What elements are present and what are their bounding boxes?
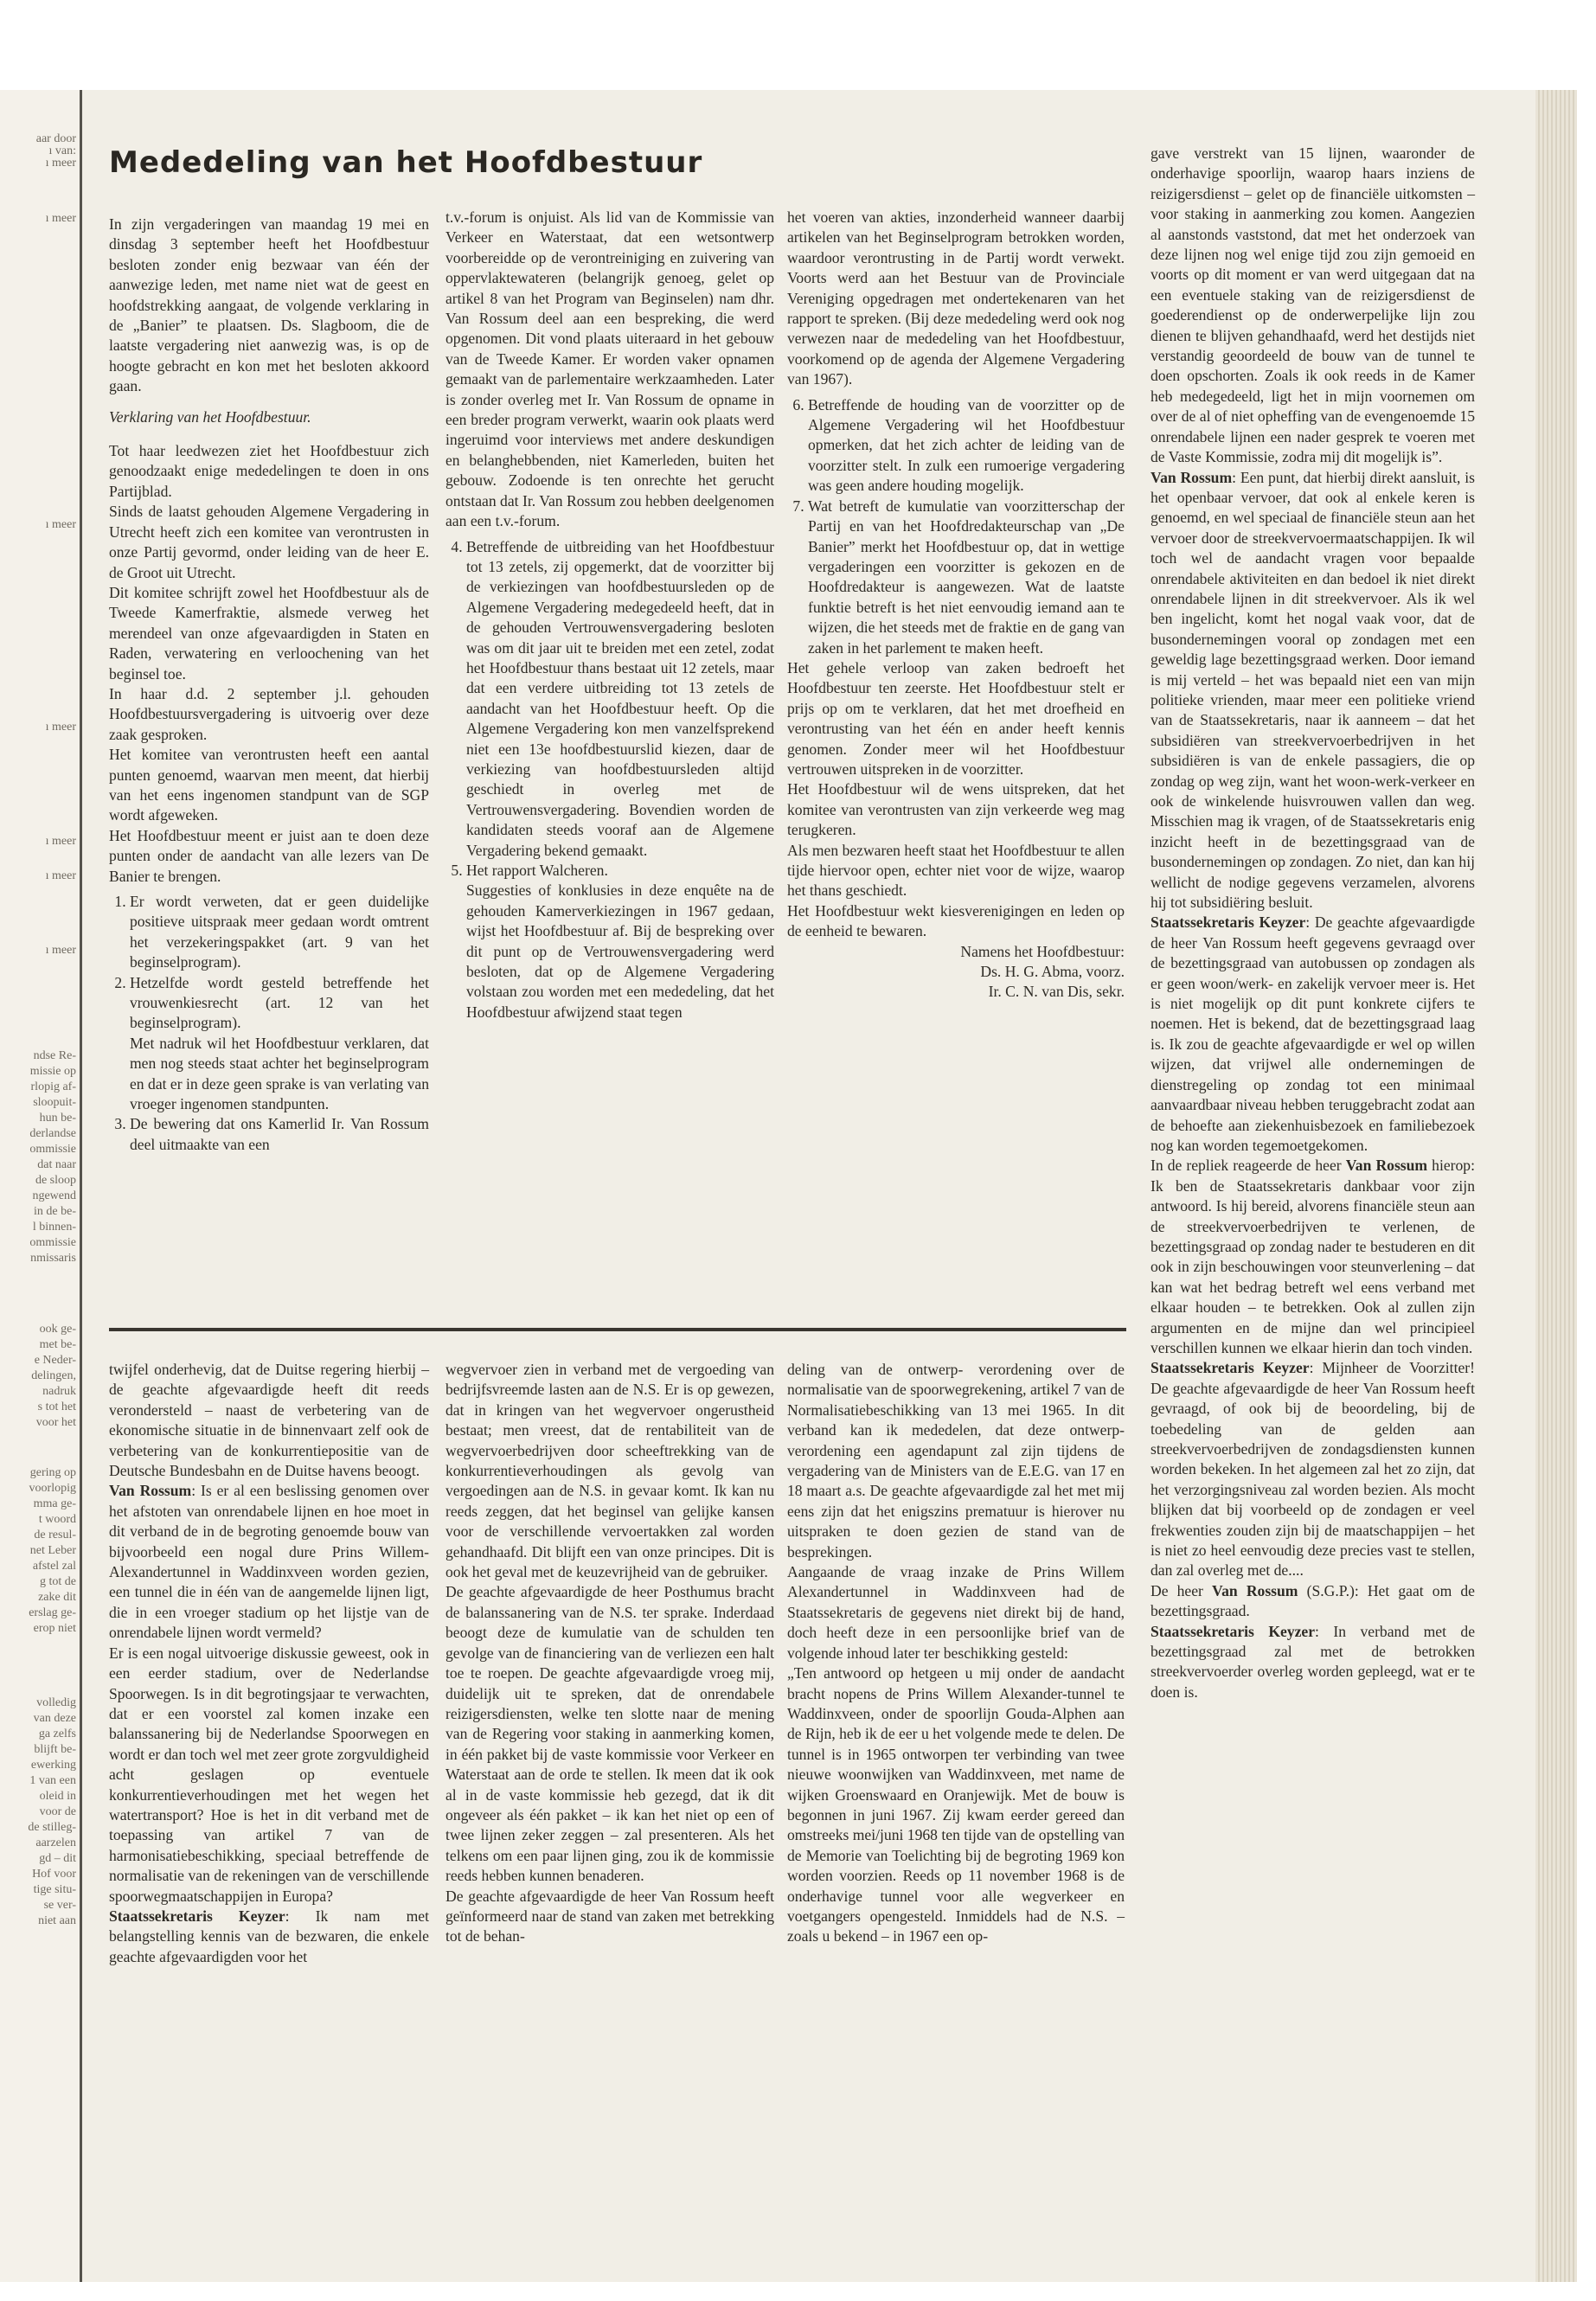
speaker-name: Van Rossum <box>109 1482 192 1500</box>
margin-text-fragment: delingen, <box>31 1369 76 1382</box>
bottom-column-2 <box>445 1360 774 1947</box>
margin-text-fragment: gd – dit <box>39 1852 76 1865</box>
paragraph: het voeren van akties, inzonderheid wanneer daarbij artikelen van het Beginselprogram betrokken worden, waardoor verontrusting in de Partij wordt verwekt. Voorts werd aan het Bestuur van de Provinciale Vereniging opgedragen met ondertekenaren van het rapport te spreken. (Bij deze mededeling werd ook nog verwezen naar de mededeling van het Hoofdbestuur, voorkomend op de agenda der Algemene Vergadering van 1967). <box>787 208 1125 388</box>
speech-text: (S.G.P.): Het gaat om de bezettingsgraad. <box>1151 1581 1475 1620</box>
speaker-name: Van Rossum <box>1212 1581 1298 1599</box>
margin-text-fragment: ga zelfs <box>38 1727 76 1740</box>
margin-text-fragment: ı meer <box>45 212 76 225</box>
margin-text-fragment: volledig <box>36 1696 76 1709</box>
bottom-column-3 <box>787 1360 1125 1947</box>
paragraph: In haar d.d. 2 september j.l. gehouden Hoofdbestuursvergadering is uitvoerig over deze zaak gesproken. <box>109 684 429 743</box>
speaker-name: Van Rossum <box>1345 1157 1428 1175</box>
margin-text-fragment: s tot het <box>37 1400 76 1413</box>
margin-text-fragment: gering op <box>29 1466 76 1479</box>
margin-text-fragment: van deze <box>33 1712 76 1725</box>
paragraph: Het Hoofdbestuur wekt kiesverenigingen en leden op de eenheid te bewaren. <box>787 901 1125 940</box>
speech-text: hierop: Ik ben de Staatssekretaris dankbaar voor zijn antwoord. Is hij bereid, alvorens financiële steun aan de streekvervoerbedrijven te verlenen, de bezettingsgraad op zondag nader te bestuderen en dit ook in zijn beschouwingen voor steunverlening – dat kan wat het bedrag betreft wel eens verband met elkaar houden – te betrekken. Ook al zullen zijn argumenten en de mijne dan wel principieel verschillen kunnen we elkaar hierin dan toch vinden. <box>1151 1157 1475 1356</box>
speech-text: : Ik nam met belangstelling kennis van de bezwaren, die enkele geachte afgevaardigden voor het <box>109 1907 430 1965</box>
left-page-margin <box>0 90 80 2282</box>
speech-text: : Mijnheer de Voorzitter! De geachte afgevaardigde de heer Van Rossum heeft gevraagd, of ook bij de beoordeling, bij de toebedeling van de gelden aan streekvervoerbedrijven de zondagsdiensten kunnen worden bekeken. In het algemeen zal het zo zijn, dat het verzorgingsniveau zal worden bezien. Als mocht blijken dat bij voorbeeld op de zondagen er veel frekwenties zouden zijn bij de maatschappijen – het is niet zo heel eenvoudig deze precies vast te stellen, dan zal overleg met de.... <box>1151 1359 1475 1580</box>
speaker-name: Staatssekretaris Keyzer <box>1151 1359 1310 1377</box>
paragraph: Als men bezwaren heeft staat het Hoofdbestuur te allen tijde hiervoor open, echter niet voor de wijze, waarop het thans geschiedt. <box>787 841 1125 900</box>
speech <box>1151 913 1475 1156</box>
article-title: Mededeling van het Hoofdbestuur <box>109 145 703 180</box>
margin-text-fragment: 1 van een <box>29 1774 76 1787</box>
margin-text-fragment: voor de <box>39 1805 76 1818</box>
paragraph: Het Hoofdbestuur wil de wens uitspreken, dat het komitee van verontrusten van zijn verkeerde weg mag terugkeren. <box>787 780 1125 839</box>
list-item-text: Het rapport Walcheren. <box>466 862 608 879</box>
margin-text-fragment: Hof voor <box>32 1868 76 1881</box>
paragraph: Het gehele verloop van zaken bedroeft het Hoofdbestuur ten zeerste. Het Hoofdbestuur stelt er prijs op om te verklaren, dat het met droefheid en verontrusting van het één en ander heeft kennis genomen. Zonder meer wil het Hoofdbestuur vertrouwen uitspreken in de voorzitter. <box>787 658 1125 778</box>
speaker-name: Staatssekretaris Keyzer <box>109 1907 285 1925</box>
margin-text-fragment: oleid in <box>39 1790 76 1803</box>
margin-text-fragment: g tot de <box>40 1575 76 1588</box>
margin-text-fragment: rlopig af- <box>30 1080 76 1093</box>
right-column <box>1151 144 1475 1702</box>
margin-text-fragment: ook ge- <box>39 1323 76 1336</box>
paragraph: Het Hoofdbestuur meent er juist aan te doen deze punten onder de aandacht van alle lezers van De Banier te brengen. <box>109 826 429 885</box>
margin-text-fragment: ngewend <box>32 1189 76 1202</box>
margin-text-fragment: dat naar <box>37 1158 76 1171</box>
margin-text-fragment: e Neder- <box>34 1354 76 1367</box>
letter-quote: „Ten antwoord op hetgeen u mij onder de aandacht bracht nopens de Prins Willem Alexander-tunnel te Waddinxveen, onder de spoorlijn Gouda-Alphen aan de Rijn, heb ik de eer u het volgende mede te delen. De tunnel is in 1965 ontworpen ter verbinding van twee nieuwe woonwijken van Waddinxveen, met name de wijken Groenswaard en Oranjewijk. Met de bouw is begonnen in juni 1967. Zij kwam eerder gereed dan omstreeks mei/juni 1968 ten tijde van de opstelling van de Memorie van Toelichting bij de begroting 1969 kon worden voorzien. Reeds op 11 november 1968 is de onderhavige tunnel voor alle wegverkeer en voetgangers opengesteld. Inmiddels had de N.S. – zoals u bekend – in 1967 een op- <box>787 1664 1125 1945</box>
margin-text-fragment: erop niet <box>33 1622 76 1635</box>
margin-text-fragment: mma ge- <box>33 1497 76 1510</box>
list-item-continued: Met nadruk wil het Hoofdbestuur verklaren, dat men nog steeds staat achter het beginselprogram en dat er in deze geen sprake is van verlating van vroeger ingenomen standpunten. <box>130 1034 429 1113</box>
list-item: 7. Wat betreft de kumulatie van voorzitterschap der Partij en van het Hoofdredakteurschap van „De Banier” merkt het Hoofdbestuur op, dat in wettige vergaderingen een voorzitter is gekozen en de Hoofdredakteur is aangewezen. Wat de laatste funktie betreft is het niet eenvoudig iemand aan te wijzen, die het steeds met de fraktie en de gang van zaken in het parlement te maken heeft. <box>808 497 1125 658</box>
paragraph: Tot haar leedwezen ziet het Hoofdbestuur zich genoodzaakt enige mededelingen te doen in ons Partijblad. <box>109 442 429 500</box>
margin-text-fragment: sloopuit- <box>33 1096 76 1109</box>
list-item <box>466 861 774 1022</box>
declaration-heading: Verklaring van het Hoofdbestuur. <box>109 407 311 426</box>
list-item: 6. Betreffende de houding van de voorzitter op de Algemene Vergadering wil het Hoofdbestuur opmerken, dat het zich achter de leiding van de voorzitter stelt. In zulk een rumoerige vergadering was geen andere houding mogelijk. <box>808 395 1125 497</box>
margin-text-fragment: niet aan <box>38 1914 76 1927</box>
speech <box>1151 468 1475 913</box>
margin-text-fragment: ı meer <box>45 157 76 170</box>
paragraph: gave verstrekt van 15 lijnen, waaronder de onderhavige spoorlijn, waarop haars inziens de reizigersdienst – gelet op de financiële uitkomsten – voor staking in aanmerking zou komen. Aangezien al aanstonds vaststond, dat met het onderzoek van deze lijnen nog wel enige tijd zou zijn gemoeid en voorts op dit moment er van werd uitgegaan dat na een eventuele staking van de reizigersdienst de goederendienst op de onderwerpelijke lijn zou dienen te blijven gehandhaafd, werd het destijds niet verstandig geoordeeld de bouw van de tunnel te doen opschorten. Zoals ik ook reeds in de Kamer heb medegedeeld, ligt het in mijn voornemen om over de al of niet opheffing van de evengenoemde 15 onrendabele lijnen een nader gesprek te voeren met de Vaste Kommissie, zodra mij dit mogelijk is”. <box>1151 144 1475 466</box>
list-item: 3. De bewering dat ons Kamerlid Ir. Van Rossum deel uitmaakte van een <box>130 1114 429 1155</box>
top-column-1 <box>109 215 429 1155</box>
bottom-column-1 <box>109 1360 429 1967</box>
signature-line: Ds. H. G. Abma, voorz. <box>980 963 1125 981</box>
paragraph: De geachte afgevaardigde de heer Posthumus bracht de balanssanering van de N.S. ter sprake. Inderdaad beoogt deze de kumulatie van de schulden ten gevolge van de financiering van de verliezen een halt toe te roepen. De geachte afgevaardigde vroeg mij, duidelijk uit te spreken, dat de onrendabele reizigersdiensten, welke ten slotte naar de mening van de Regering voor staking in aanmerking komen, in één pakket bij de vaste kommissie voor Verkeer en Waterstaat aan de orde te stellen. Ik meen dat ik ook al in de vaste kommissie heb gezegd, dat ik dit ongeveer als één pakket – ik kan het niet op een of twee lijnen zeker zeggen – zal presenteren. Als het telkens om een paar lijnen ging, zou ik de kommissie reeds hebben kunnen benaderen. <box>445 1583 774 1885</box>
page-stack-edge <box>1535 90 1577 2282</box>
margin-text-fragment: se ver- <box>43 1899 76 1912</box>
speech <box>109 1481 429 1643</box>
margin-text-fragment: ı meer <box>45 869 76 882</box>
paragraph: Dit komitee schrijft zowel het Hoofdbestuur als de Tweede Kamerfraktie, alsmede verweg het merendeel van onze afgevaardigden in Staten en Raden, verwatering en verloochening van het beginsel toe. <box>109 583 429 683</box>
speech <box>1151 1581 1475 1622</box>
speaker-name: Staatssekretaris Keyzer <box>1151 1622 1316 1640</box>
speech-text: De heer <box>1151 1581 1213 1599</box>
paragraph: Het komitee van verontrusten heeft een aantal punten genoemd, waarvan men meent, dat hierbij van het eens ingenomen standpunt van de SGP wordt afgeweken. <box>109 746 429 824</box>
speech-text: : De geachte afgevaardigde de heer Van Rossum heeft gegevens gevraagd over de bezettingsgraad van autobussen op zondagen als er geen woon/werk- en zakelijk vervoer meer is. Het is niet mogelijk op dit punt konkrete cijfers te noemen. Het is bekend, dat de bezettingsgraad laag is. Ik zou de geachte afgevaardigde er wel op willen wijzen, dat vrijwel alle ondernemingen de dienstregeling op zondag tot een minimaal aanvaardbaar niveau hebben teruggebracht zodat aan de behoefte aan ziekenhuisbezoek en familiebezoek nog kan worden tegemoetgekomen. <box>1151 913 1476 1154</box>
speech-text: : Is er al een beslissing genomen over het afstoten van onrendabele lijnen en hoe moet in dit verband de in de begroting genoemde bouw van bijvoorbeeld een nogal dure Prins Willem-Alexandertunnel in Waddinxveen worden gezien, een tunnel die in één van de aangemelde lijnen ligt, die in een vroeger stadium op het lijstje van de onrendabele lijnen wordt vermeld? <box>109 1482 429 1642</box>
margin-text-fragment: ı meer <box>45 944 76 957</box>
speaker-name: Staatssekretaris Keyzer <box>1151 913 1306 932</box>
list-item <box>130 973 429 1115</box>
margin-text-fragment: ı meer <box>45 835 76 848</box>
margin-text-fragment: de sloop <box>35 1174 76 1187</box>
margin-text-fragment: l binnen- <box>32 1221 76 1234</box>
margin-text-fragment: in de be- <box>34 1205 76 1218</box>
margin-text-fragment: voor het <box>35 1416 76 1429</box>
margin-text-fragment: nmissaris <box>30 1252 76 1265</box>
margin-text-fragment: net Leber <box>29 1544 76 1557</box>
list-item-continued: Suggesties of konklusies in deze enquête na de gehouden Kamerverkiezingen in 1967 gedaan, wijst het Hoofdbestuur af. Bij de bespreking over dit punt op de Vertrouwensvergadering werd besloten, dat op de Algemene Vergadering volstaan zou worden met een mededeling, dat het Hoofdbestuur afwijzend staat tegen <box>466 881 774 1021</box>
list-item: 1. Er wordt verweten, dat er geen duidelijke positieve uitspraak meer gedaan wordt omtrent het verzekeringspakket (art. 9 van het beginselprogram). <box>130 892 429 973</box>
margin-text-fragment: voorlopig <box>29 1482 76 1495</box>
list-item-text: Hetzelfde wordt gesteld betreffende het vrouwenkiesrecht (art. 12 van het beginselprogram). <box>130 973 429 1032</box>
speech <box>1151 1156 1475 1358</box>
margin-text-fragment: ommissie <box>29 1143 76 1156</box>
margin-text-fragment: ommissie <box>29 1236 76 1249</box>
margin-text-fragment: afstel zal <box>32 1560 76 1573</box>
paragraph: twijfel onderhevig, dat de Duitse regering hierbij – de geachte afgevaardigde heeft dit reeds verondersteld – naast de verbetering van de ekonomische situatie in de binnenvaart zelf ook de verbetering van de konkurrentiepositie van de Deutsche Bundesbahn en de Duitse havens beoogt. <box>109 1361 429 1480</box>
paragraph: wegvervoer zien in verband met de vergoeding van bedrijfsvreemde lasten aan de N.S. Er is op gewezen, dat in kringen van het wegvervoer ongerustheid bestaat; men vreest, dat de rentabiliteit van de wegvervoerbedrijven door scheeftrekking van de konkurrentieverhoudingen als gevolg van vergoedingen aan de N.S. in gevaar komt. Ik kan nu reeds zeggen, dat het beginsel van gelijke kansen voor de verschillende vervoertakken zal worden gehandhaafd. Dit blijft een van onze principes. Dit is ook het geval met de keuzevrijheid van de gebruiker. <box>445 1361 774 1581</box>
margin-text-fragment: blijft be- <box>34 1743 76 1756</box>
margin-text-fragment: aarzelen <box>35 1836 76 1849</box>
margin-text-fragment: ı meer <box>45 518 76 531</box>
margin-text-fragment: hun be- <box>39 1112 76 1125</box>
intro-paragraph: In zijn vergaderingen van maandag 19 mei en dinsdag 3 september heeft het Hoofdbestuur besloten zonder enig bezwaar van één der aanwezige leden, met name niet wat de geest en hoofdstrekking aangaat, de volgende verklaring in de „Banier” te plaatsen. Ds. Slagboom, die de laatste vergadering niet aanwezig was, is op de hoogte gebracht en kon met het besloten akkoord gaan. <box>109 215 429 395</box>
section-divider <box>109 1328 1126 1331</box>
paragraph: De geachte afgevaardigde de heer Van Rossum heeft geïnformeerd naar de stand van zaken met betrekking tot de behan- <box>445 1887 774 1945</box>
margin-text-fragment: erslag ge- <box>29 1606 76 1619</box>
margin-text-fragment: met be- <box>39 1338 76 1351</box>
speech <box>1151 1358 1475 1580</box>
signature-line: Namens het Hoofdbestuur: <box>960 942 1125 960</box>
margin-text-fragment: missie op <box>29 1065 76 1078</box>
signature-line: Ir. C. N. van Dis, sekr. <box>988 983 1125 1001</box>
margin-text-fragment: ı meer <box>45 721 76 734</box>
paragraph: Sinds de laatst gehouden Algemene Vergadering in Utrecht heeft zich een komitee van verontrusten in onze Partij gevormd, onder leiding van de heer E. de Groot uit Utrecht. <box>109 503 429 581</box>
margin-text-fragment: derlandse <box>29 1127 76 1140</box>
margin-text-fragment: zake dit <box>38 1591 76 1604</box>
margin-text-fragment: ı van: <box>48 144 76 157</box>
speaker-name: Van Rossum <box>1151 468 1233 486</box>
paragraph: t.v.-forum is onjuist. Als lid van de Kommissie van Verkeer en Waterstaat, dat een wetsontwerp voorbereidde op de verontreiniging en zuivering van oppervlaktewateren (belangrijk genoeg, gelet op artikel 8 van het Program van Beginselen) nam dhr. Van Rossum deel aan een bespreking, die werd opgenomen. Dit vond plaats uiteraard in het gebouw van de Tweede Kamer. Er worden vaker opnamen gemaakt van de parlementaire werkzaamheden. Later is zonder overleg met Ir. Van Rossum de opname in een breder program verwerkt, waarin ook plaats werd ingeruimd voor interviews met andere deskundigen en belanghebbenden, niet Kamerleden, buiten het gebouw. Zodoende is ten onrechte het gerucht ontstaan dat Ir. Van Rossum zou hebben deelgenomen aan een t.v.-forum. <box>445 208 774 530</box>
list-item: 4. Betreffende de uitbreiding van het Hoofdbestuur tot 13 zetels, zij opgemerkt, dat de voorzitter bij de verkiezingen van hoofdbestuursleden op de Algemene Vergadering medegedeeld heeft, dat in de gehouden Vertrouwensvergadering besloten was om dit jaar uit te breiden met een zetel, zodat het Hoofdbestuur thans bestaat uit 12 zetels, maar dat een verdere uitbreiding tot 13 zetels de aandacht van het Hoofdbestuur heeft. Op die Algemene Vergadering kon men vanzelfsprekend niet een 13e hoofdbestuurslid kiezen, daar de verkiezing van hoofdbestuursleden altijd geschiedt in overleg met de Vertrouwensvergadering. Bovendien worden de kandidaten steeds vooraf aan de Algemene Vergadering bekend gemaakt. <box>466 537 774 862</box>
top-column-2 <box>445 208 774 1022</box>
paragraph: deling van de ontwerp- verordening over de normalisatie van de spoorwegrekening, artikel 7 van de Normalisatiebeschikking van 13 mei 1965. In dit verband kan ik mededelen, dat deze ontwerp-verordening een agendapunt zal zijn tijdens de vergadering van de Ministers van de E.E.G. van 17 en 18 maart a.s. De geachte afgevaardigde zal het met mij eens zijn dat het enigszins prematuur is hierover nu uitspraken te doen gezien de stand van de besprekingen. <box>787 1361 1125 1561</box>
speech <box>1151 1622 1475 1703</box>
margin-text-fragment: tige situ- <box>33 1883 76 1896</box>
margin-text-fragment: ewerking <box>30 1759 76 1772</box>
speech-text: : Een punt, dat hierbij direkt aansluit, is het openbaar vervoer, dat ook al enkele keren is genoemd, en wel speciaal de financiële steun aan het vervoer door de streekvervoermaatschappijen. Ik wil toch wel de aandacht vragen voor bepaalde onrendabele aktiviteiten en dan bedoel ik niet direkt onrendabele lijnen in dit streekvervoer. Als ik wel ben ingelicht, komt het nogal vaak voor, dat de busondernemingen vooral op zondagen met een geweldig lage bezettingsgraad werken. Door iemand is mij verteld – het was bepaald niet een van mijn politieke vrienden, maar meer een politieke vriend van de Staatssekretaris, naar ik aanneem – dat het subsidiëren van streekvervoerbedrijven in het subsidiëren is van de enkele passagiers, die op zondag op weg zijn, want het woon-werk-verkeer en ook de winkelende huisvrouwen vallen dan weg. Misschien mag ik vragen, of de Staatssekretaris enig inzicht heeft in de bezettingsgraad van de busondernemingen op zondagen. Zo niet, dan kan hij wellicht de nodige gegevens verzamelen, alvorens hij tot subsidiëring besluit. <box>1151 468 1475 912</box>
margin-text-fragment: de resul- <box>34 1529 76 1541</box>
top-column-3 <box>787 208 1125 1003</box>
paragraph: Er is een nogal uitvoerige diskussie geweest, ook in een eerder stadium, over de Nederlandse Spoorwegen. Is in dit begrotingsjaar te verwachten, dat er een voorstel zal komen inzake een balanssanering bij de Nederlandse Spoorwegen en wordt er dan toch wel met zeer grote zorgvuldigheid acht geslagen op eventuele konkurrentieverhoudingen met het wegen het watertransport? Hoe is het in dit verband met de toepassing van artikel 7 van de harmonisatiebeschikking, speciaal betreffende de normalisatie van de rekeningen van de verschillende spoorwegmaatschappijen in Europa? <box>109 1644 429 1905</box>
paragraph: Aangaande de vraag inzake de Prins Willem Alexandertunnel in Waddinxveen had de Staatssekretaris de gegevens niet direkt bij de hand, doch heeft deze in een persoonlijke brief van de volgende inhoud later ter beschikking gesteld: <box>787 1563 1125 1662</box>
speech <box>109 1907 429 1967</box>
speech-text: In de repliek reageerde de heer <box>1151 1157 1346 1175</box>
margin-text-fragment: ndse Re- <box>33 1049 76 1062</box>
speech-text: : In verband met de bezettingsgraad zal met de betrokken streekvervoerder overleg worden gepleegd, wat er te doen is. <box>1151 1622 1475 1701</box>
margin-text-fragment: nadruk <box>42 1385 76 1398</box>
margin-text-fragment: t woord <box>38 1513 76 1526</box>
margin-text-fragment: de stilleg- <box>28 1821 76 1834</box>
margin-text-fragment: aar door <box>35 132 76 145</box>
